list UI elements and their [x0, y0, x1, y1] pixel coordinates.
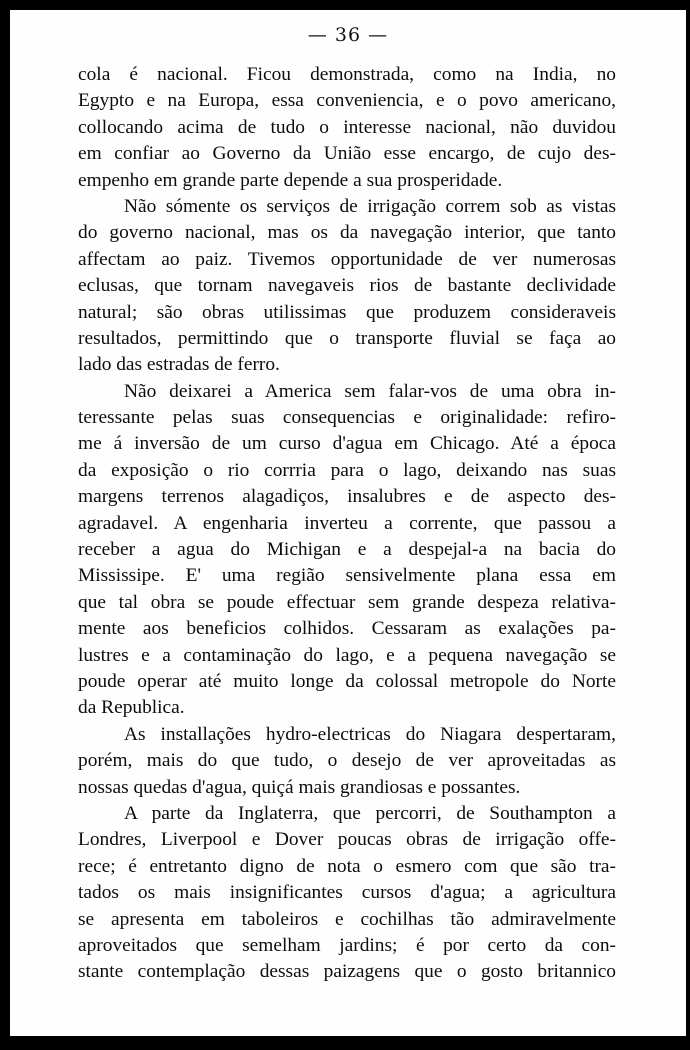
text-line: Não deixarei a America sem falar-vos de uma obra in- [124, 380, 616, 402]
text-line: rece; é entretanto digno de nota o esmero com que são tra- [78, 855, 616, 877]
text-line: resultados, permittindo que o transporte fluvial se faça ao [78, 327, 616, 349]
text-line: As installações hydro-electricas do Niagara despertaram, [124, 723, 616, 745]
text-line: que tal obra se poude effectuar sem grande despeza relativa- [78, 591, 616, 613]
page-number: — 36 — [307, 24, 389, 46]
text-line: teressante pelas suas consequencias e originalidade: refiro- [78, 407, 616, 429]
text-line: affectam ao paiz. Tivemos opportunidade de ver numerosas [78, 248, 616, 270]
text-line: agradavel. A engenharia inverteu a corrente, que passou a [78, 512, 616, 534]
text-line: do governo nacional, mas os da navegação interior, que tanto [78, 222, 616, 244]
text-line: aproveitados que semelham jardins; é por certo da con- [78, 934, 616, 956]
text-line: collocando acima de tudo o interesse nacional, não duvidou [78, 116, 616, 138]
text-line: empenho em grande parte depende a sua prosperidade. [78, 169, 503, 191]
text-line: margens terrenos alagadiços, insalubres e de aspecto des- [78, 486, 616, 508]
text-line: da exposição o rio corrria para o lago, deixando nas suas [78, 459, 616, 481]
text-line: Londres, Liverpool e Dover poucas obras de irrigação offe- [78, 829, 616, 851]
text-line: receber a agua do Michigan e a despejal-a na bacia do [78, 539, 616, 561]
text-line: me á inversão de um curso d'agua em Chicago. Até a época [78, 433, 616, 455]
text-line: Egypto e na Europa, essa conveniencia, e o povo americano, [78, 90, 616, 112]
text-line: A parte da Inglaterra, que percorri, de Southampton a [124, 802, 616, 824]
text-line: lado das estradas de ferro. [78, 354, 280, 376]
text-line: lustres e a contaminação do lago, e a pequena navegação se [78, 644, 616, 666]
text-line: stante contemplação dessas paizagens que o gosto britannico [78, 961, 616, 983]
page-text-body [78, 62, 616, 986]
text-line: em confiar ao Governo da União esse encargo, de cujo des- [78, 143, 616, 165]
text-line: tados os mais insignificantes cursos d'agua; a agricultura [78, 882, 616, 904]
text-line: natural; são obras utilissimas que produzem consideraveis [78, 301, 616, 323]
text-line: Não sómente os serviços de irrigação correm sob as vistas [124, 195, 616, 217]
text-line: Mississipe. E' uma região sensivelmente plana essa em [78, 565, 616, 587]
text-line: da Republica. [78, 697, 185, 719]
text-line: mente aos beneficios colhidos. Cessaram as exalações pa- [78, 618, 616, 640]
text-line: cola é nacional. Ficou demonstrada, como na India, no [78, 64, 616, 85]
text-line: porém, mais do que tudo, o desejo de ver aproveitadas as [78, 750, 616, 772]
book-page [10, 10, 686, 1036]
text-line: se apresenta em taboleiros e cochilhas tão admiravelmente [78, 908, 616, 930]
text-line: poude operar até muito longe da colossal metropole do Norte [78, 670, 616, 692]
text-line: eclusas, que tornam navegaveis rios de bastante declividade [78, 275, 616, 297]
text-line: nossas quedas d'agua, quiçá mais grandiosas e possantes. [78, 776, 521, 798]
